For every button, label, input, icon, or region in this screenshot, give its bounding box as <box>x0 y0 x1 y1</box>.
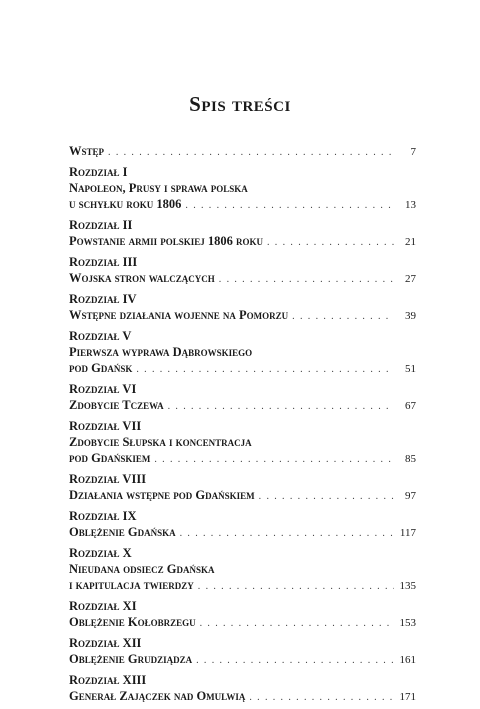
chapter-title: pod Gdańskiem <box>69 451 151 465</box>
chapter-number: Rozdział II <box>69 218 133 232</box>
toc-entry <box>69 598 416 632</box>
page-number: 135 <box>399 580 416 592</box>
chapter-number: Rozdział VII <box>69 419 142 433</box>
page-number: 39 <box>405 310 416 322</box>
dot-leader <box>185 198 394 214</box>
page-number: 7 <box>410 146 416 158</box>
toc-line <box>69 450 416 468</box>
dot-leader <box>198 579 394 595</box>
toc-entry <box>69 217 416 251</box>
toc-line <box>69 360 416 378</box>
chapter-title: Generał Zajączek nad Omulwią <box>69 689 246 703</box>
dot-leader <box>154 452 394 468</box>
toc-line <box>69 524 416 542</box>
chapter-number: Rozdział I <box>69 165 128 179</box>
chapter-title: u schyłku roku 1806 <box>69 197 182 211</box>
toc-line <box>69 651 416 669</box>
dot-leader <box>249 690 394 706</box>
chapter-number: Rozdział XII <box>69 636 142 650</box>
chapter-title: Wstępne działania wojenne na Pomorzu <box>69 308 289 322</box>
dot-leader <box>200 616 394 632</box>
page-number: 171 <box>399 691 416 703</box>
toc-line <box>69 270 416 288</box>
toc-entry <box>69 164 416 214</box>
dot-leader <box>219 272 394 288</box>
chapter-title: Wstęp <box>69 144 105 158</box>
toc-entry <box>69 143 416 161</box>
dot-leader <box>108 145 394 161</box>
page-number: 27 <box>405 273 416 285</box>
dot-leader <box>168 399 394 415</box>
chapter-number: Rozdział VI <box>69 382 137 396</box>
chapter-title: Działania wstępne pod Gdańskiem <box>69 488 255 502</box>
dot-leader <box>180 526 394 542</box>
dot-leader <box>259 489 394 505</box>
toc-line <box>69 143 416 161</box>
chapter-number: Rozdział IV <box>69 292 137 306</box>
dot-leader <box>136 362 394 378</box>
dot-leader <box>196 653 394 669</box>
chapter-title-line: Pierwsza wyprawa Dąbrowskiego <box>69 345 253 359</box>
page-number: 85 <box>405 453 416 465</box>
toc-entry <box>69 508 416 542</box>
toc-entry <box>69 418 416 468</box>
toc-entry <box>69 545 416 595</box>
page-number: 153 <box>399 617 416 629</box>
chapter-title: pod Gdańsk <box>69 361 133 375</box>
chapter-number: Rozdział X <box>69 546 132 560</box>
page-number: 67 <box>405 400 416 412</box>
chapter-title: Wojska stron walczących <box>69 271 215 285</box>
toc-entry <box>69 328 416 378</box>
chapter-number: Rozdział XIII <box>69 673 147 687</box>
chapter-number: Rozdział V <box>69 329 132 343</box>
chapter-number: Rozdział IX <box>69 509 137 523</box>
toc-line <box>69 577 416 595</box>
chapter-title: Powstanie armii polskiej 1806 roku <box>69 234 263 248</box>
chapter-title: Oblężenie Gdańska <box>69 525 176 539</box>
toc-line <box>69 307 416 325</box>
chapter-title: i kapitulacja twierdzy <box>69 578 194 592</box>
toc-line <box>69 614 416 632</box>
chapter-title: Zdobycie Tczewa <box>69 398 164 412</box>
chapter-title-line: Napoleon, Prusy i sprawa polska <box>69 181 248 195</box>
page-number: 97 <box>405 490 416 502</box>
chapter-title: Oblężenie Grudziądza <box>69 652 193 666</box>
toc-entry <box>69 635 416 669</box>
chapter-title-line: Nieudana odsiecz Gdańska <box>69 562 215 576</box>
toc-entry <box>69 471 416 505</box>
page-number: 13 <box>405 199 416 211</box>
toc-entry <box>69 381 416 415</box>
toc-entry <box>69 254 416 288</box>
page-number: 51 <box>405 363 416 375</box>
chapter-title: Oblężenie Kołobrzegu <box>69 615 196 629</box>
table-of-contents <box>69 143 416 709</box>
page-title: Spis treści <box>189 92 291 116</box>
toc-line <box>69 397 416 415</box>
page-number: 117 <box>399 527 416 539</box>
toc-line <box>69 196 416 214</box>
chapter-number: Rozdział XI <box>69 599 137 613</box>
toc-entry <box>69 291 416 325</box>
page-number: 161 <box>399 654 416 666</box>
page-number: 21 <box>405 236 416 248</box>
chapter-number: Rozdział VIII <box>69 472 147 486</box>
toc-line <box>69 487 416 505</box>
chapter-number: Rozdział III <box>69 255 138 269</box>
dot-leader <box>292 309 394 325</box>
dot-leader <box>267 235 394 251</box>
chapter-title-line: Zdobycie Słupska i koncentracja <box>69 435 252 449</box>
toc-entry <box>69 672 416 706</box>
toc-line <box>69 688 416 706</box>
toc-line <box>69 233 416 251</box>
